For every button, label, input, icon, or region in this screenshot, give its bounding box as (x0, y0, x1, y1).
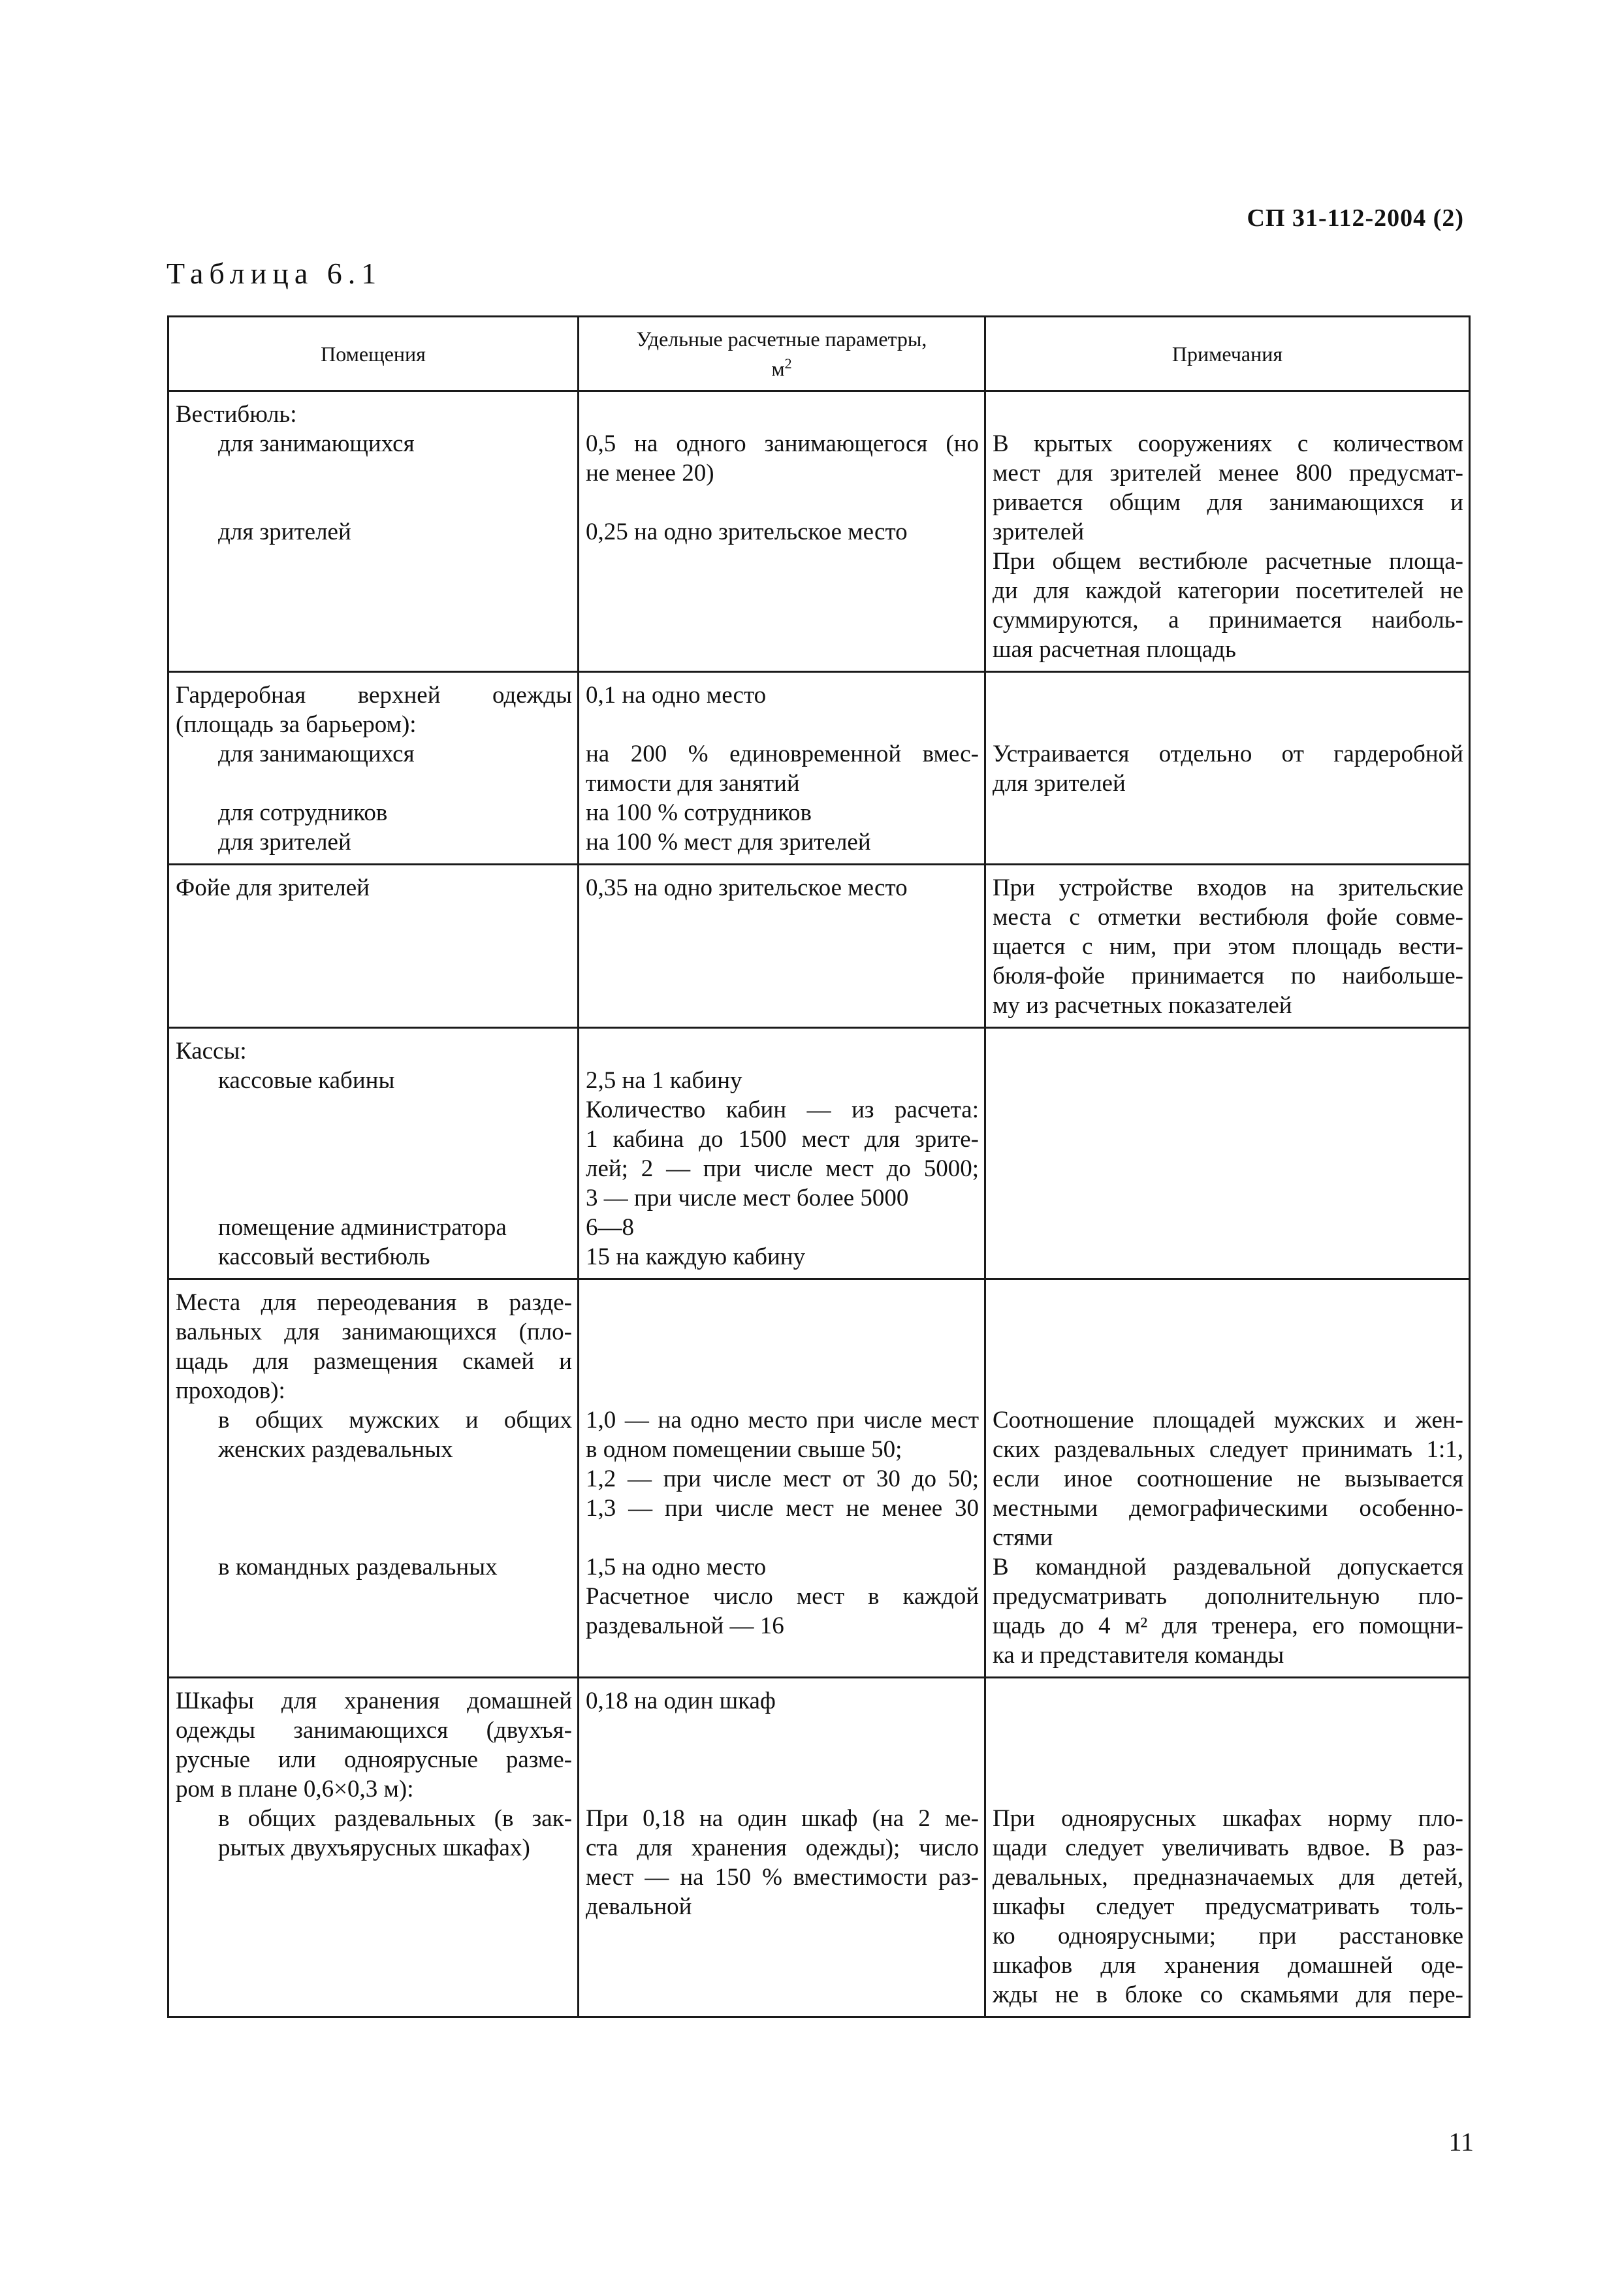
cell-line: бюля-фойе принимается по наибольше- (993, 963, 1463, 989)
table-header-row (168, 317, 1470, 391)
cell-line: Кассы: (176, 1038, 247, 1065)
cell-line: помещение администратора (218, 1214, 507, 1241)
cell-line: Фойе для зрителей (176, 874, 370, 901)
cell-line: вальных для занимающихся (пло- (176, 1319, 572, 1345)
cell-line: в общих раздевальных (в зак- (218, 1805, 572, 1832)
cell-line: предусматривать дополнительную пло- (993, 1583, 1463, 1610)
cell-line (586, 488, 979, 517)
cell-line: При общем вестибюле расчетные площа- (993, 548, 1463, 575)
cell-line: 0,5 на одного занимающегося (но (586, 430, 979, 457)
document-code: СП 31-112-2004 (2) (1247, 204, 1464, 232)
cell-line: 15 на каждую кабину (586, 1243, 806, 1270)
cell-line: местными демографическими особенно- (993, 1495, 1463, 1522)
cell-line (586, 1523, 979, 1552)
cell-line: (площадь за барьером): (176, 711, 417, 738)
cell-line (993, 1288, 1463, 1317)
cell-line: 0,35 на одно зрительское место (586, 874, 908, 901)
cell-line (176, 458, 572, 488)
cell-line: ром в плане 0,6×0,3 м): (176, 1776, 414, 1803)
cell-line: 1,5 на одно место (586, 1554, 767, 1580)
cell-line: для занимающихся (218, 430, 415, 457)
cell-line (993, 681, 1463, 710)
cell-line (586, 1745, 979, 1774)
cell-line (586, 1036, 979, 1066)
parameter-cell (579, 672, 985, 865)
cell-line: ка и представителя команды (993, 1642, 1284, 1669)
parameter-cell (579, 391, 985, 672)
cell-line: 1,0 — на одно место при числе мест (586, 1407, 979, 1434)
requirements-table (167, 315, 1471, 2018)
cell-line (176, 1154, 572, 1183)
cell-line: русные или одноярусные разме- (176, 1746, 572, 1773)
cell-line: ста для хранения одежды); число (586, 1835, 979, 1861)
room-cell (168, 672, 579, 865)
cell-line: в одном помещении свыше 50; (586, 1436, 902, 1463)
room-cell (168, 1279, 579, 1678)
cell-line: В командной раздевальной допускается (993, 1554, 1463, 1580)
cell-line: женских раздевальных (218, 1436, 453, 1463)
cell-line: ривается общим для занимающихся и (993, 489, 1463, 516)
cell-line: одежды занимающихся (двухъя- (176, 1717, 572, 1744)
cell-line: лей; 2 — при числе мест до 5000; (586, 1155, 979, 1182)
cell-line: суммируются, а принимается наиболь- (993, 607, 1463, 633)
cell-line: жды не в блоке со скамьями для пере- (993, 1981, 1463, 2008)
cell-line: 1,3 — при числе мест не менее 30 (586, 1495, 979, 1522)
table-row (168, 1028, 1470, 1279)
cell-line: девальной (586, 1893, 692, 1920)
cell-line: Соотношение площадей мужских и жен- (993, 1407, 1463, 1434)
cell-line: на 100 % сотрудников (586, 799, 812, 826)
cell-line: шкафов для хранения домашней оде- (993, 1952, 1463, 1979)
cell-line (176, 1125, 572, 1154)
cell-line: Расчетное число мест в каждой (586, 1583, 979, 1610)
cell-line: щадь до 4 м² для тренера, его помощни- (993, 1612, 1463, 1639)
room-cell (168, 1678, 579, 2017)
cell-line (586, 710, 979, 739)
cell-line: в командных раздевальных (218, 1554, 498, 1580)
cell-line: 3 — при числе мест более 5000 (586, 1185, 909, 1211)
parameter-cell (579, 1028, 985, 1279)
cell-line (176, 1183, 572, 1213)
cell-line (993, 1686, 1463, 1716)
cell-line: мест — на 150 % вместимости раз- (586, 1864, 979, 1891)
room-cell (168, 1028, 579, 1279)
cell-line (993, 1774, 1463, 1804)
cell-line: ских раздевальных следует принимать 1:1, (993, 1436, 1463, 1463)
note-cell (985, 865, 1470, 1028)
cell-line: щади следует увеличивать вдвое. В раз- (993, 1835, 1463, 1861)
cell-line: мест для зрителей менее 800 предусмат- (993, 460, 1463, 487)
header-parameters (579, 317, 985, 391)
cell-line (176, 1095, 572, 1125)
cell-line: 0,18 на один шкаф (586, 1688, 776, 1714)
cell-line: При устройстве входов на зрительские (993, 874, 1463, 901)
cell-line: Вестибюль: (176, 401, 297, 428)
header-rooms: Помещения (168, 317, 579, 391)
cell-line: му из расчетных показателей (993, 992, 1292, 1019)
cell-line: Шкафы для хранения домашней (176, 1688, 572, 1714)
cell-line: 1 кабина до 1500 мест для зрите- (586, 1126, 979, 1153)
cell-line: для зрителей (993, 770, 1126, 797)
header-parameters-unit-exponent: 2 (784, 355, 792, 372)
cell-line: При 0,18 на один шкаф (на 2 ме- (586, 1805, 979, 1832)
note-cell (985, 1028, 1470, 1279)
cell-line: рытых двухъярусных шкафах) (218, 1835, 530, 1861)
table-row (168, 672, 1470, 865)
cell-line: шая расчетная площадь (993, 636, 1236, 663)
cell-line: шкафы следует предусматривать толь- (993, 1893, 1463, 1920)
parameter-cell (579, 1678, 985, 2017)
cell-line: в общих мужских и общих (218, 1407, 572, 1434)
cell-line: кассовый вестибюль (218, 1243, 430, 1270)
cell-line: если иное соотношение не вызывается (993, 1466, 1463, 1492)
cell-line: Устраивается отдельно от гардеробной (993, 741, 1463, 767)
cell-line: 1,2 — при числе мест от 30 до 50; (586, 1466, 979, 1492)
room-cell (168, 865, 579, 1028)
cell-line: для зрителей (218, 519, 351, 545)
cell-line (176, 769, 572, 798)
cell-line (993, 1317, 1463, 1347)
cell-line: Гардеробная верхней одежды (176, 682, 572, 709)
table-row (168, 865, 1470, 1028)
cell-line (176, 1494, 572, 1523)
parameter-cell (579, 865, 985, 1028)
header-parameters-label: Удельные расчетные параметры, (636, 327, 927, 351)
header-notes: Примечания (985, 317, 1470, 391)
parameter-cell (579, 1279, 985, 1678)
cell-line (993, 710, 1463, 739)
note-cell (985, 1678, 1470, 2017)
cell-line: При одноярусных шкафах норму пло- (993, 1805, 1463, 1832)
cell-line (586, 1317, 979, 1347)
cell-line (586, 1288, 979, 1317)
cell-line (586, 400, 979, 429)
cell-line: для зрителей (218, 829, 351, 856)
note-cell (985, 672, 1470, 865)
cell-line (993, 1716, 1463, 1745)
note-cell (985, 1279, 1470, 1678)
cell-line: стями (993, 1524, 1053, 1551)
cell-line: ди для каждой категории посетителей не (993, 577, 1463, 604)
cell-line: щадь для размещения скамей и (176, 1348, 572, 1375)
cell-line (586, 1347, 979, 1376)
cell-line: щается с ним, при этом площадь вести- (993, 933, 1463, 960)
table-caption: Таблица 6.1 (167, 257, 383, 290)
table-row (168, 391, 1470, 672)
room-cell (168, 391, 579, 672)
cell-line: девальных, предназначаемых для детей, (993, 1864, 1463, 1891)
cell-line: для занимающихся (218, 741, 415, 767)
cell-line: на 100 % мест для зрителей (586, 829, 871, 856)
cell-line: не менее 20) (586, 460, 714, 487)
table-row (168, 1279, 1470, 1678)
cell-line (176, 1464, 572, 1494)
cell-line: раздевальной — 16 (586, 1612, 784, 1639)
cell-line: тимости для занятий (586, 770, 800, 797)
cell-line: для сотрудников (218, 799, 388, 826)
cell-line (586, 1716, 979, 1745)
cell-line: места с отметки вестибюля фойе совме- (993, 904, 1463, 931)
note-cell (985, 391, 1470, 672)
cell-line: кассовые кабины (218, 1067, 395, 1094)
cell-line (586, 1376, 979, 1405)
page-number: 11 (1448, 2127, 1474, 2157)
cell-line: 0,25 на одно зрительское место (586, 519, 908, 545)
cell-line: 6—8 (586, 1214, 634, 1241)
table-row (168, 1678, 1470, 2017)
cell-line (993, 1347, 1463, 1376)
cell-line (176, 1523, 572, 1552)
cell-line (993, 1376, 1463, 1405)
header-parameters-unit: м (771, 357, 785, 381)
cell-line: на 200 % единовременной вмес- (586, 741, 979, 767)
cell-line: В крытых сооружениях с количеством (993, 430, 1463, 457)
cell-line: Места для переодевания в разде- (176, 1289, 572, 1316)
cell-line: зрителей (993, 519, 1085, 545)
cell-line (993, 400, 1463, 429)
table-body (168, 391, 1470, 2017)
cell-line (993, 1745, 1463, 1774)
cell-line (176, 488, 572, 517)
cell-line: Количество кабин — из расчета: (586, 1097, 979, 1123)
cell-line: ко одноярусными; при расстановке (993, 1923, 1463, 1949)
cell-line: 2,5 на 1 кабину (586, 1067, 742, 1094)
cell-line: проходов): (176, 1377, 285, 1404)
cell-line (586, 1774, 979, 1804)
cell-line: 0,1 на одно место (586, 682, 767, 709)
